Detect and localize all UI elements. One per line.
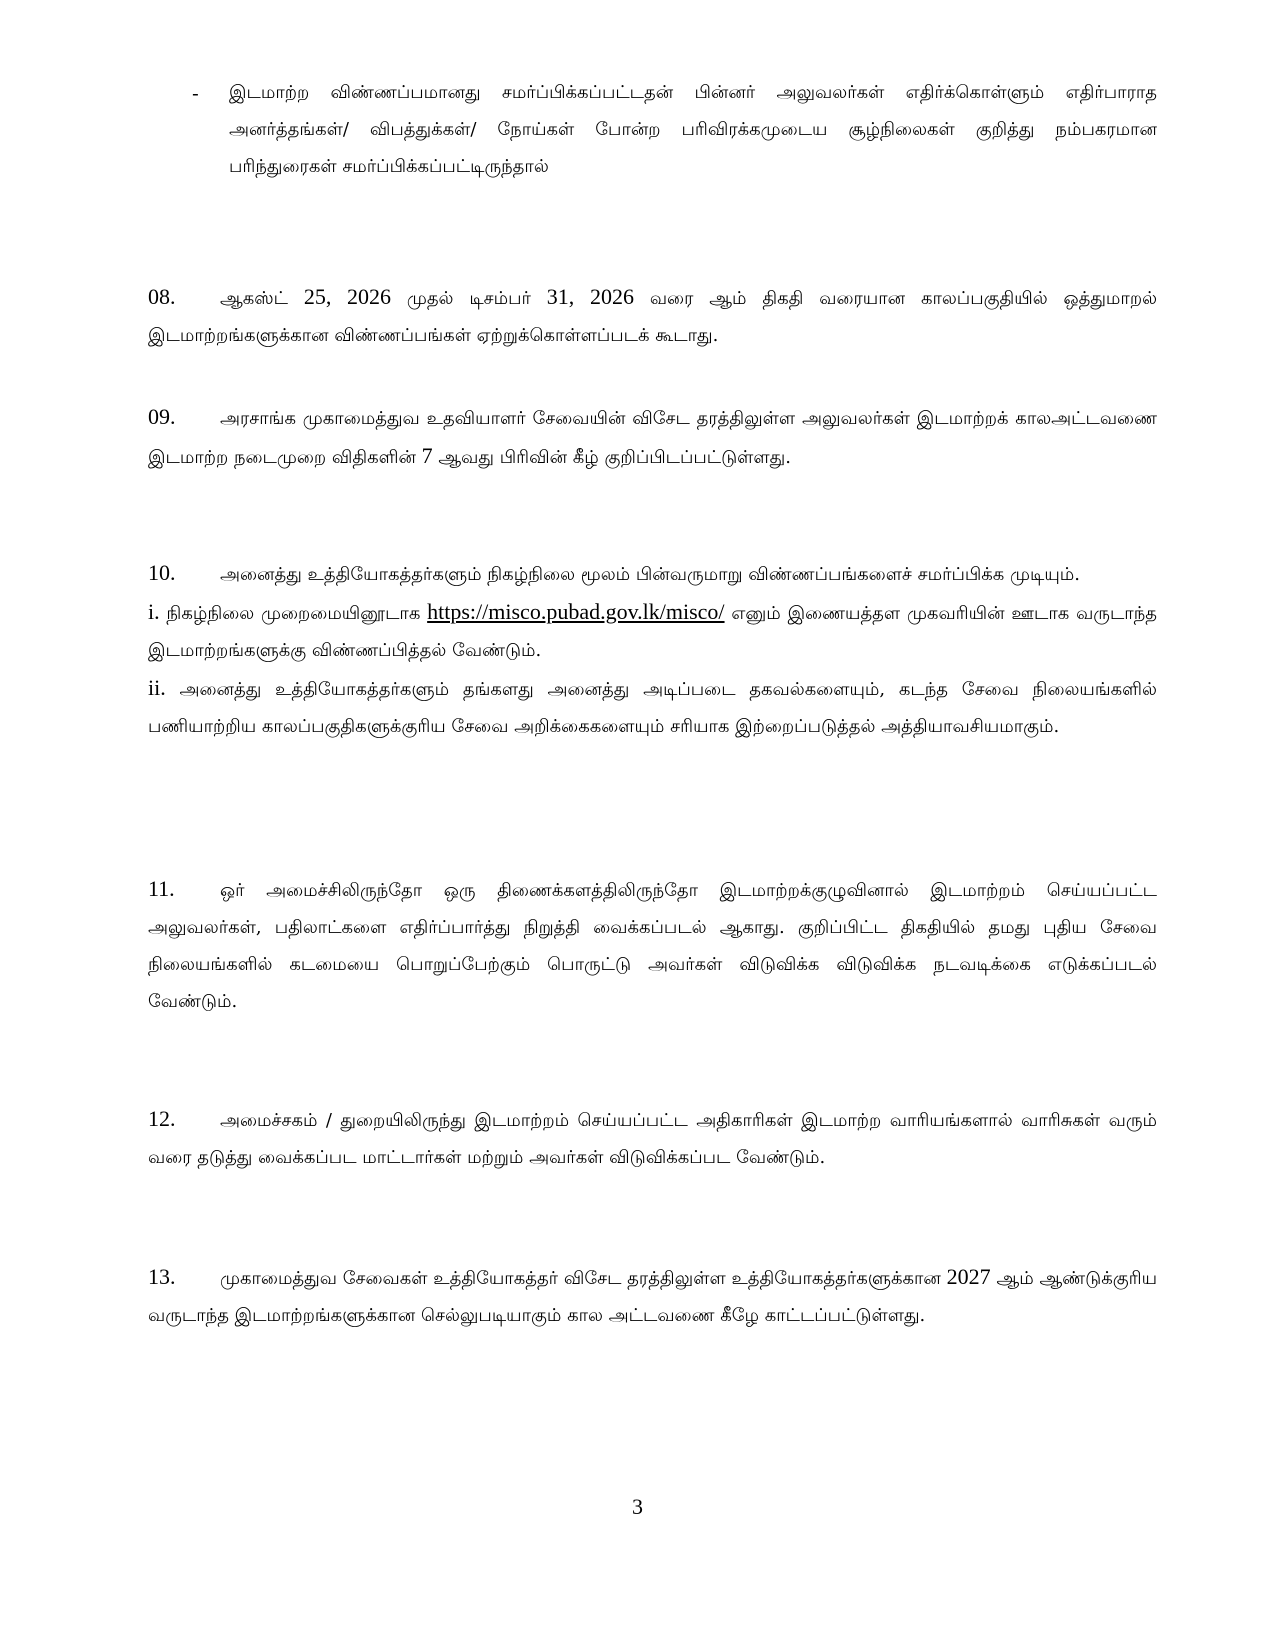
section-number: 09. (148, 404, 176, 429)
sub-item-i (148, 593, 1157, 669)
sub-item-text: அனைத்து உத்தியோகத்தர்களும் தங்களது அனைத்து அடிப்படை தகவல்களையும், கடந்த சேவை நிலையங்களில் பணியாற்றிய காலப்பகுதிகளுக்குரிய சேவை அறிக்கைகளையும் சரியாக இற்றைப்படுத்தல் அத்தியாவசியமாகும். (148, 679, 1157, 737)
section-11 (148, 870, 1157, 1020)
section-13 (148, 1258, 1157, 1334)
sub-item-ii (148, 669, 1157, 745)
section-12 (148, 1100, 1157, 1176)
sub-item-text: எனும் இணையத்தள முகவரியின் ஊடாக வருடாந்த இடமாற்றங்களுக்கு விண்ணப்பித்தல் வேண்டும். (148, 603, 1157, 661)
date-start: 25, 2026 (303, 284, 391, 309)
sub-item-text: நிகழ்நிலை முறைமையினூடாக (159, 603, 428, 624)
date-end: 31, 2026 (546, 284, 634, 309)
bullet-text: இடமாற்ற விண்ணப்பமானது சமர்ப்பிக்கப்பட்டதன் பின்னர் அலுவலர்கள் எதிர்க்கொள்ளும் எதிர்பாராத அனர்த்தங்கள்/ விபத்துக்கள்/ நோய்கள் போன்ற பரிவிரக்கமுடைய சூழ்நிலைகள் குறித்து நம்பகரமான பரிந்துரைகள் சமர்ப்பிக்கப்பட்டிருந்தால் (229, 82, 1157, 177)
sub-item-marker: i. (148, 599, 160, 624)
sub-item-marker: ii. (148, 675, 166, 700)
bullet-dash: - (192, 81, 199, 105)
section-number: 12. (148, 1106, 176, 1131)
rule-number: 7 (421, 443, 433, 468)
section-text: முதல் டிசம்பர் (390, 288, 547, 309)
section-text: அமைச்சகம் / துறையிலிருந்து இடமாற்றம் செய்யப்பட்ட அதிகாரிகள் இடமாற்ற வாரியங்களால் வாரிசுகள் வரும் வரை தடுத்து வைக்கப்பட மாட்டார்கள் மற்றும் அவர்கள் விடுவிக்கப்பட வேண்டும். (148, 1110, 1157, 1168)
section-08 (148, 278, 1157, 354)
year-number: 2027 (946, 1264, 991, 1289)
section-number: 10. (148, 560, 176, 585)
section-10 (148, 554, 1157, 745)
section-text: வரை ஆம் திகதி வரையான காலப்பகுதியில் ஒத்துமாறல் இடமாற்றங்களுக்கான விண்ணப்பங்கள் ஏற்றுக்கொள்ளப்படக் கூடாது. (148, 288, 1158, 346)
section-text: ஒர் அமைச்சிலிருந்தோ ஒரு திணைக்களத்திலிருந்தோ இடமாற்றக்குழுவினால் இடமாற்றம் செய்யப்பட்ட அலுவலர்கள், பதிலாட்களை எதிர்ப்பார்த்து நிறுத்தி வைக்கப்படல் ஆகாது. குறிப்பிட்ட திகதியில் தமது புதிய சேவை நிலையங்களில் கடமையை பொறுப்பேற்கும் பொருட்டு அவர்கள் விடுவிக்க விடுவிக்க நடவடிக்கை எடுக்கப்படல் வேண்டும். (148, 880, 1157, 1012)
section-number: 13. (148, 1264, 176, 1289)
section-text: ஆகஸ்ட் (220, 288, 304, 309)
page-number: 3 (632, 1494, 643, 1519)
section-intro (148, 554, 1157, 593)
section-number: 08. (148, 284, 176, 309)
section-number: 11. (148, 876, 175, 901)
section-09 (148, 398, 1157, 476)
section-text: அனைத்து உத்தியோகத்தர்களும் நிகழ்நிலை மூலம் பின்வருமாறு விண்ணப்பங்களைச் சமர்ப்பிக்க முடியும். (220, 564, 1080, 585)
bullet-item (192, 74, 1157, 185)
section-text: அரசாங்க முகாமைத்துவ உதவியாளர் சேவையின் விசேட தரத்திலுள்ள அலுவலர்கள் இடமாற்றக் காலஅட்டவணை இடமாற்ற நடைமுறை விதிகளின் (148, 408, 1157, 468)
section-text: ஆம் ஆண்டுக்குரிய வருடாந்த இடமாற்றங்களுக்கான செல்லுபடியாகும் கால அட்டவணை கீழே காட்டப்பட்டுள்ளது. (148, 1268, 1157, 1326)
section-text: ஆவது பிரிவின் கீழ் குறிப்பிடப்பட்டுள்ளது. (432, 447, 791, 468)
misco-link[interactable]: https://misco.pubad.gov.lk/misco/ (427, 599, 725, 624)
section-text: முகாமைத்துவ சேவைகள் உத்தியோகத்தர் விசேட தரத்திலுள்ள உத்தியோகத்தர்களுக்கான (220, 1268, 947, 1289)
